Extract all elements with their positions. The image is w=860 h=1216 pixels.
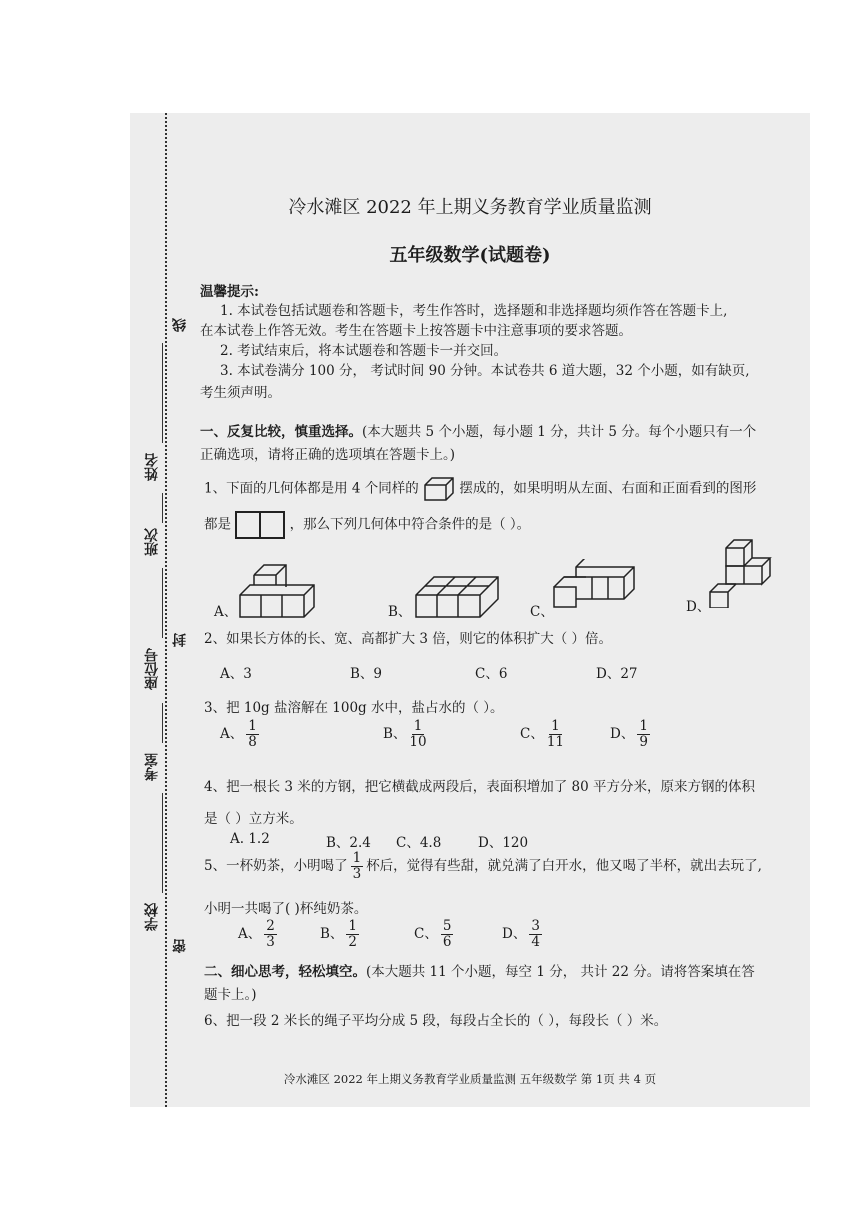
- q3-text: 3、把 10g 盐溶解在 100g 水中，盐占水的（ ）。: [204, 700, 504, 716]
- page-footer: 冷水滩区 2022 年上期义务教育学业质量监测 五年级数学 第 1页 共 4 页: [283, 1072, 657, 1086]
- fraction-num: 1: [248, 718, 257, 734]
- room-blank: [162, 703, 163, 743]
- tips-line: 2. 考试结束后，将本试题卷和答题卡一并交回。: [220, 343, 508, 359]
- q3-option-c: [520, 719, 567, 750]
- field-class: 班次: [144, 528, 160, 556]
- q1-option-c: C、: [530, 604, 554, 620]
- q6-text: 6、把一段 2 米长的绳子平均分成 5 段，每段占全长的（ ），每段长（ ）米。: [204, 1013, 668, 1029]
- q1-text-a: 1、下面的几何体都是用 4 个同样的: [204, 480, 419, 497]
- unit-cube-icon: [423, 476, 455, 502]
- q1-option-b: B、: [388, 604, 412, 620]
- fraction-num: 1: [551, 718, 560, 734]
- q1-text-d: ，那么下列几何体中符合条件的是（ ）。: [289, 516, 531, 533]
- option-label: B、: [383, 725, 407, 742]
- cube-figure-a: [234, 563, 324, 619]
- q5-text-a: 5、一杯奶茶，小明喝了: [204, 857, 348, 874]
- q2-option-d: D、27: [596, 666, 638, 682]
- q3-option-d: [610, 719, 653, 750]
- view-shape-icon: [235, 511, 285, 539]
- fraction: [547, 719, 564, 750]
- tips-heading: 温馨提示:: [200, 284, 259, 300]
- q3-option-a: [220, 719, 262, 750]
- q1-text-b: 摆成的，如果明明从左面、右面和正面看到的图形: [459, 480, 757, 497]
- cube-figure-b: [410, 563, 506, 619]
- q3-option-b: [383, 719, 430, 750]
- q5-option-a: [238, 919, 280, 950]
- fraction-den: 6: [442, 933, 452, 950]
- fraction-den: 9: [639, 733, 648, 750]
- fraction: [409, 719, 426, 750]
- section1-desc: (本大题共 5 个小题，每小题 1 分，共计 5 分。每个小题只有一个: [362, 424, 757, 440]
- fraction-num: 5: [442, 918, 452, 934]
- q1-line1: [204, 476, 756, 502]
- fraction-num: 3: [531, 918, 540, 934]
- q5-option-d: [502, 919, 545, 950]
- field-room: 考室: [144, 753, 160, 781]
- option-label: A、: [238, 925, 262, 942]
- q1-option-d: D、: [686, 599, 711, 615]
- cube-figure-c: [550, 559, 640, 609]
- cube-figure-d: [706, 538, 776, 608]
- option-label: C、: [414, 925, 438, 942]
- section2-title: 二、细心思考，轻松填空。: [204, 964, 366, 980]
- q2-option-a: A、3: [220, 666, 252, 682]
- name-blank: [162, 343, 163, 443]
- fraction-num: 1: [348, 918, 358, 934]
- fraction-den: 11: [546, 733, 565, 750]
- binding-secret-label: 密: [172, 939, 188, 953]
- q5-text-2: 小明一共喝了( )杯纯奶茶。: [204, 901, 368, 917]
- fraction: [351, 851, 364, 882]
- field-name: 姓名: [144, 453, 160, 481]
- tips-line: 3. 本试卷满分 100 分， 考试时间 90 分钟。本试卷共 6 道大题，32 个小题，如有缺页,: [220, 363, 750, 379]
- q2-text: 2、如果长方体的长、宽、高都扩大 3 倍，则它的体积扩大（ ）倍。: [204, 631, 613, 647]
- fraction-den: 8: [248, 733, 257, 750]
- field-seat: 座位号: [144, 648, 160, 690]
- tips-line: 1. 本试卷包括试题卷和答题卡，考生作答时，选择题和非选择题均须作答在答题卡上,: [220, 303, 728, 319]
- q4-option-b: B、2.4: [326, 835, 371, 851]
- q5-line1: [204, 851, 762, 882]
- q2-option-c: C、6: [475, 666, 508, 682]
- fraction-num: 1: [352, 850, 362, 866]
- exam-subtitle: 五年级数学(试题卷): [389, 245, 551, 266]
- fraction: [346, 919, 359, 950]
- tips-line: 考生须声明。: [200, 385, 281, 401]
- fraction-den: 10: [409, 733, 427, 750]
- binding-line-label: 线: [172, 318, 188, 332]
- fraction-num: 1: [413, 718, 423, 734]
- section2-header: [204, 960, 755, 980]
- option-label: A、: [220, 725, 244, 742]
- section2-desc: (本大题共 11 个小题，每空 1 分， 共计 22 分。请将答案填在答: [366, 964, 755, 980]
- fraction: [529, 919, 542, 950]
- fraction: [441, 919, 454, 950]
- fraction-num: 2: [266, 918, 275, 934]
- q4-option-a: A. 1.2: [230, 831, 270, 847]
- q4-text-2: 是（ ）立方米。: [204, 811, 303, 827]
- q5-text-b: 杯后，觉得有些甜，就兑满了白开水，他又喝了半杯，就出去玩了,: [366, 857, 762, 874]
- school-blank: [162, 793, 163, 893]
- fraction: [264, 919, 277, 950]
- q1-text-c: 都是: [204, 516, 231, 533]
- q4-option-c: C、4.8: [396, 835, 442, 851]
- fraction-den: 4: [531, 933, 540, 950]
- section1-desc2: 正确选项，请将正确的选项填在答题卡上。): [200, 447, 456, 463]
- option-label: B、: [320, 925, 344, 942]
- class-blank: [162, 493, 163, 523]
- binding-seal-label: 封: [172, 633, 188, 647]
- section2-desc2: 题卡上。): [204, 987, 257, 1003]
- q5-option-c: [414, 919, 456, 950]
- fraction-den: 2: [348, 933, 358, 950]
- section1-header: [200, 420, 756, 440]
- fraction-den: 3: [352, 865, 362, 882]
- q2-option-b: B、9: [350, 666, 383, 682]
- seat-blank: [162, 568, 163, 638]
- exam-sheet: [130, 113, 810, 1107]
- option-label: C、: [520, 725, 544, 742]
- q1-line2: [204, 511, 530, 539]
- q5-option-b: [320, 919, 362, 950]
- option-label: D、: [502, 925, 527, 942]
- field-school: 学校: [144, 903, 160, 931]
- section1-title: 一、反复比较，慎重选择。: [200, 424, 362, 440]
- q4-option-d: D、120: [478, 835, 529, 851]
- option-label: D、: [610, 725, 635, 742]
- q4-text-1: 4、把一根长 3 米的方钢，把它横截成两段后，表面积增加了 80 平方分米，原来方钢的体积: [204, 779, 756, 795]
- fraction-num: 1: [639, 718, 648, 734]
- fraction: [246, 719, 259, 750]
- fraction-den: 3: [266, 933, 275, 950]
- q1-option-a: A、: [214, 604, 238, 620]
- exam-title: 冷水滩区 2022 年上期义务教育学业质量监测: [288, 197, 652, 218]
- fraction: [637, 719, 650, 750]
- tips-line: 在本试卷上作答无效。考生在答题卡上按答题卡中注意事项的要求答题。: [200, 323, 632, 339]
